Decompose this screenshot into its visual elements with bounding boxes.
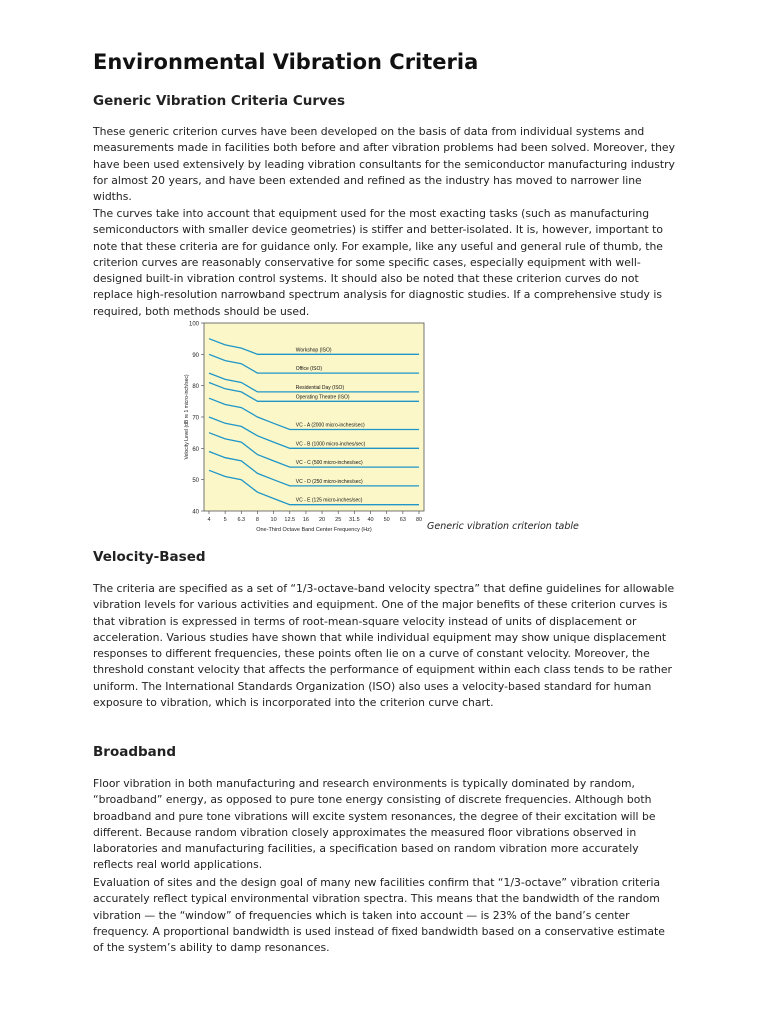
- paragraph-broadband-2: Evaluation of sites and the design goal of many new facilities confirm that “1/3-octave” vibration criteria accurately reflect typical environmental vibration spectra. This means that the bandwidth of the random vibration — the “window” of frequencies which is taken into account — is 23% of the band’s center frequency. A proportional bandwidth is used instead of fixed bandwidth based on a conservative estimate of the system’s ability to damp resonances.: [93, 876, 665, 955]
- y-tick-label: 40: [192, 509, 199, 516]
- chart-svg: [178, 318, 438, 533]
- x-tick-label: 4: [207, 517, 211, 523]
- y-tick-label: 50: [192, 478, 199, 485]
- series-label: VC - A (2000 micro-inches/sec): [295, 422, 365, 429]
- x-tick-label: 40: [367, 517, 374, 523]
- x-tick-label: 31.5: [349, 517, 360, 523]
- series-label: Residential Day (ISO): [295, 384, 345, 391]
- paragraph-generic-1: These generic criterion curves have been developed on the basis of data from individual systems and measurements made in facilities both before and after vibration problems had been solved. Moreover, they have been used extensively by leading vibration consultants for the semiconductor manufacturing industry for almost 20 years, and have been extended and refined as the industry has moved to narrower line widths.: [93, 125, 675, 204]
- series-label: Workshop (ISO): [295, 347, 332, 354]
- series-label: VC - E (125 micro-inches/sec): [295, 497, 363, 504]
- series-label: VC - D (250 micro-inches/sec): [295, 478, 363, 485]
- section-heading-velocity-based: Velocity-Based: [93, 549, 206, 565]
- y-tick-label: 60: [192, 446, 199, 453]
- paragraph-generic-2: The curves take into account that equipment used for the most exacting tasks (such as manufacturing semiconductors with smaller device geometries) is stiffer and better-isolated. It is, however, important to note that these criteria are for guidance only. For example, like any useful and general rule of thumb, the criterion curves are reasonably conservative for some specific cases, especially equipment with well-designed built-in vibration control systems. It should also be noted that these criterion curves do not replace high-resolution narrowband spectrum analysis for diagnostic studies. If a comprehensive study is required, both methods should be used.: [93, 207, 663, 318]
- x-tick-label: 10: [270, 517, 277, 523]
- page-title: Environmental Vibration Criteria: [93, 50, 479, 74]
- section-heading-generic-curves: Generic Vibration Criteria Curves: [93, 93, 345, 109]
- x-tick-label: 8: [255, 517, 259, 523]
- x-tick-label: 25: [335, 517, 342, 523]
- x-tick-label: 63: [399, 517, 406, 523]
- x-tick-label: 50: [383, 517, 390, 523]
- chart-caption: Generic vibration criterion table: [427, 521, 579, 532]
- section-heading-broadband: Broadband: [93, 744, 177, 760]
- x-tick-label: 6.3: [237, 517, 246, 523]
- series-label: VC - B (1000 micro-inches/sec): [295, 441, 366, 448]
- y-tick-label: 100: [188, 321, 199, 328]
- x-tick-label: 12.5: [284, 517, 296, 523]
- paragraph-broadband-1: Floor vibration in both manufacturing and research environments is typically dominated by random, “broadband” energy, as opposed to pure tone energy consisting of discrete frequencies. Although both broadband and pure tone vibrations will excite system resonances, the degree of their excitation will be different. Because random vibration closely approximates the measured floor vibrations observed in laboratories and manufacturing facilities, a specification based on random vibration more accurately reflects real world applications.: [93, 777, 656, 872]
- x-tick-label: 5: [223, 517, 227, 523]
- x-tick-label: 80: [415, 517, 423, 523]
- y-tick-label: 90: [192, 352, 199, 359]
- x-axis-label: One-Third Octave Band Center Frequency (Hz): [256, 527, 372, 533]
- series-label: Office (ISO): [295, 366, 323, 373]
- x-tick-label: 20: [319, 517, 326, 523]
- y-tick-label: 80: [192, 384, 199, 391]
- vibration-criteria-chart: [178, 318, 438, 533]
- x-tick-label: 16: [302, 517, 309, 523]
- series-label: Operating Theatre (ISO): [295, 394, 350, 401]
- paragraph-velocity-1: The criteria are specified as a set of “1/3-octave-band velocity spectra” that define guidelines for allowable vibration levels for various activities and equipment. One of the major benefits of these criterion curves is that vibration is expressed in terms of root-mean-square velocity instead of units of displacement or acceleration. Various studies have shown that while individual equipment may show unique displacement responses to different frequencies, these points often lie on a curve of constant velocity. Moreover, the threshold constant velocity that affects the performance of equipment within each class tends to be rather uniform. The International Standards Organization (ISO) also uses a velocity-based standard for human exposure to vibration, which is incorporated into the criterion curve chart.: [93, 582, 675, 710]
- y-tick-label: 70: [192, 415, 199, 422]
- y-axis-label: Velocity Level (dB re 1 micro-inch/sec): [184, 374, 190, 460]
- series-label: VC - C (500 micro-inches/sec): [295, 460, 363, 467]
